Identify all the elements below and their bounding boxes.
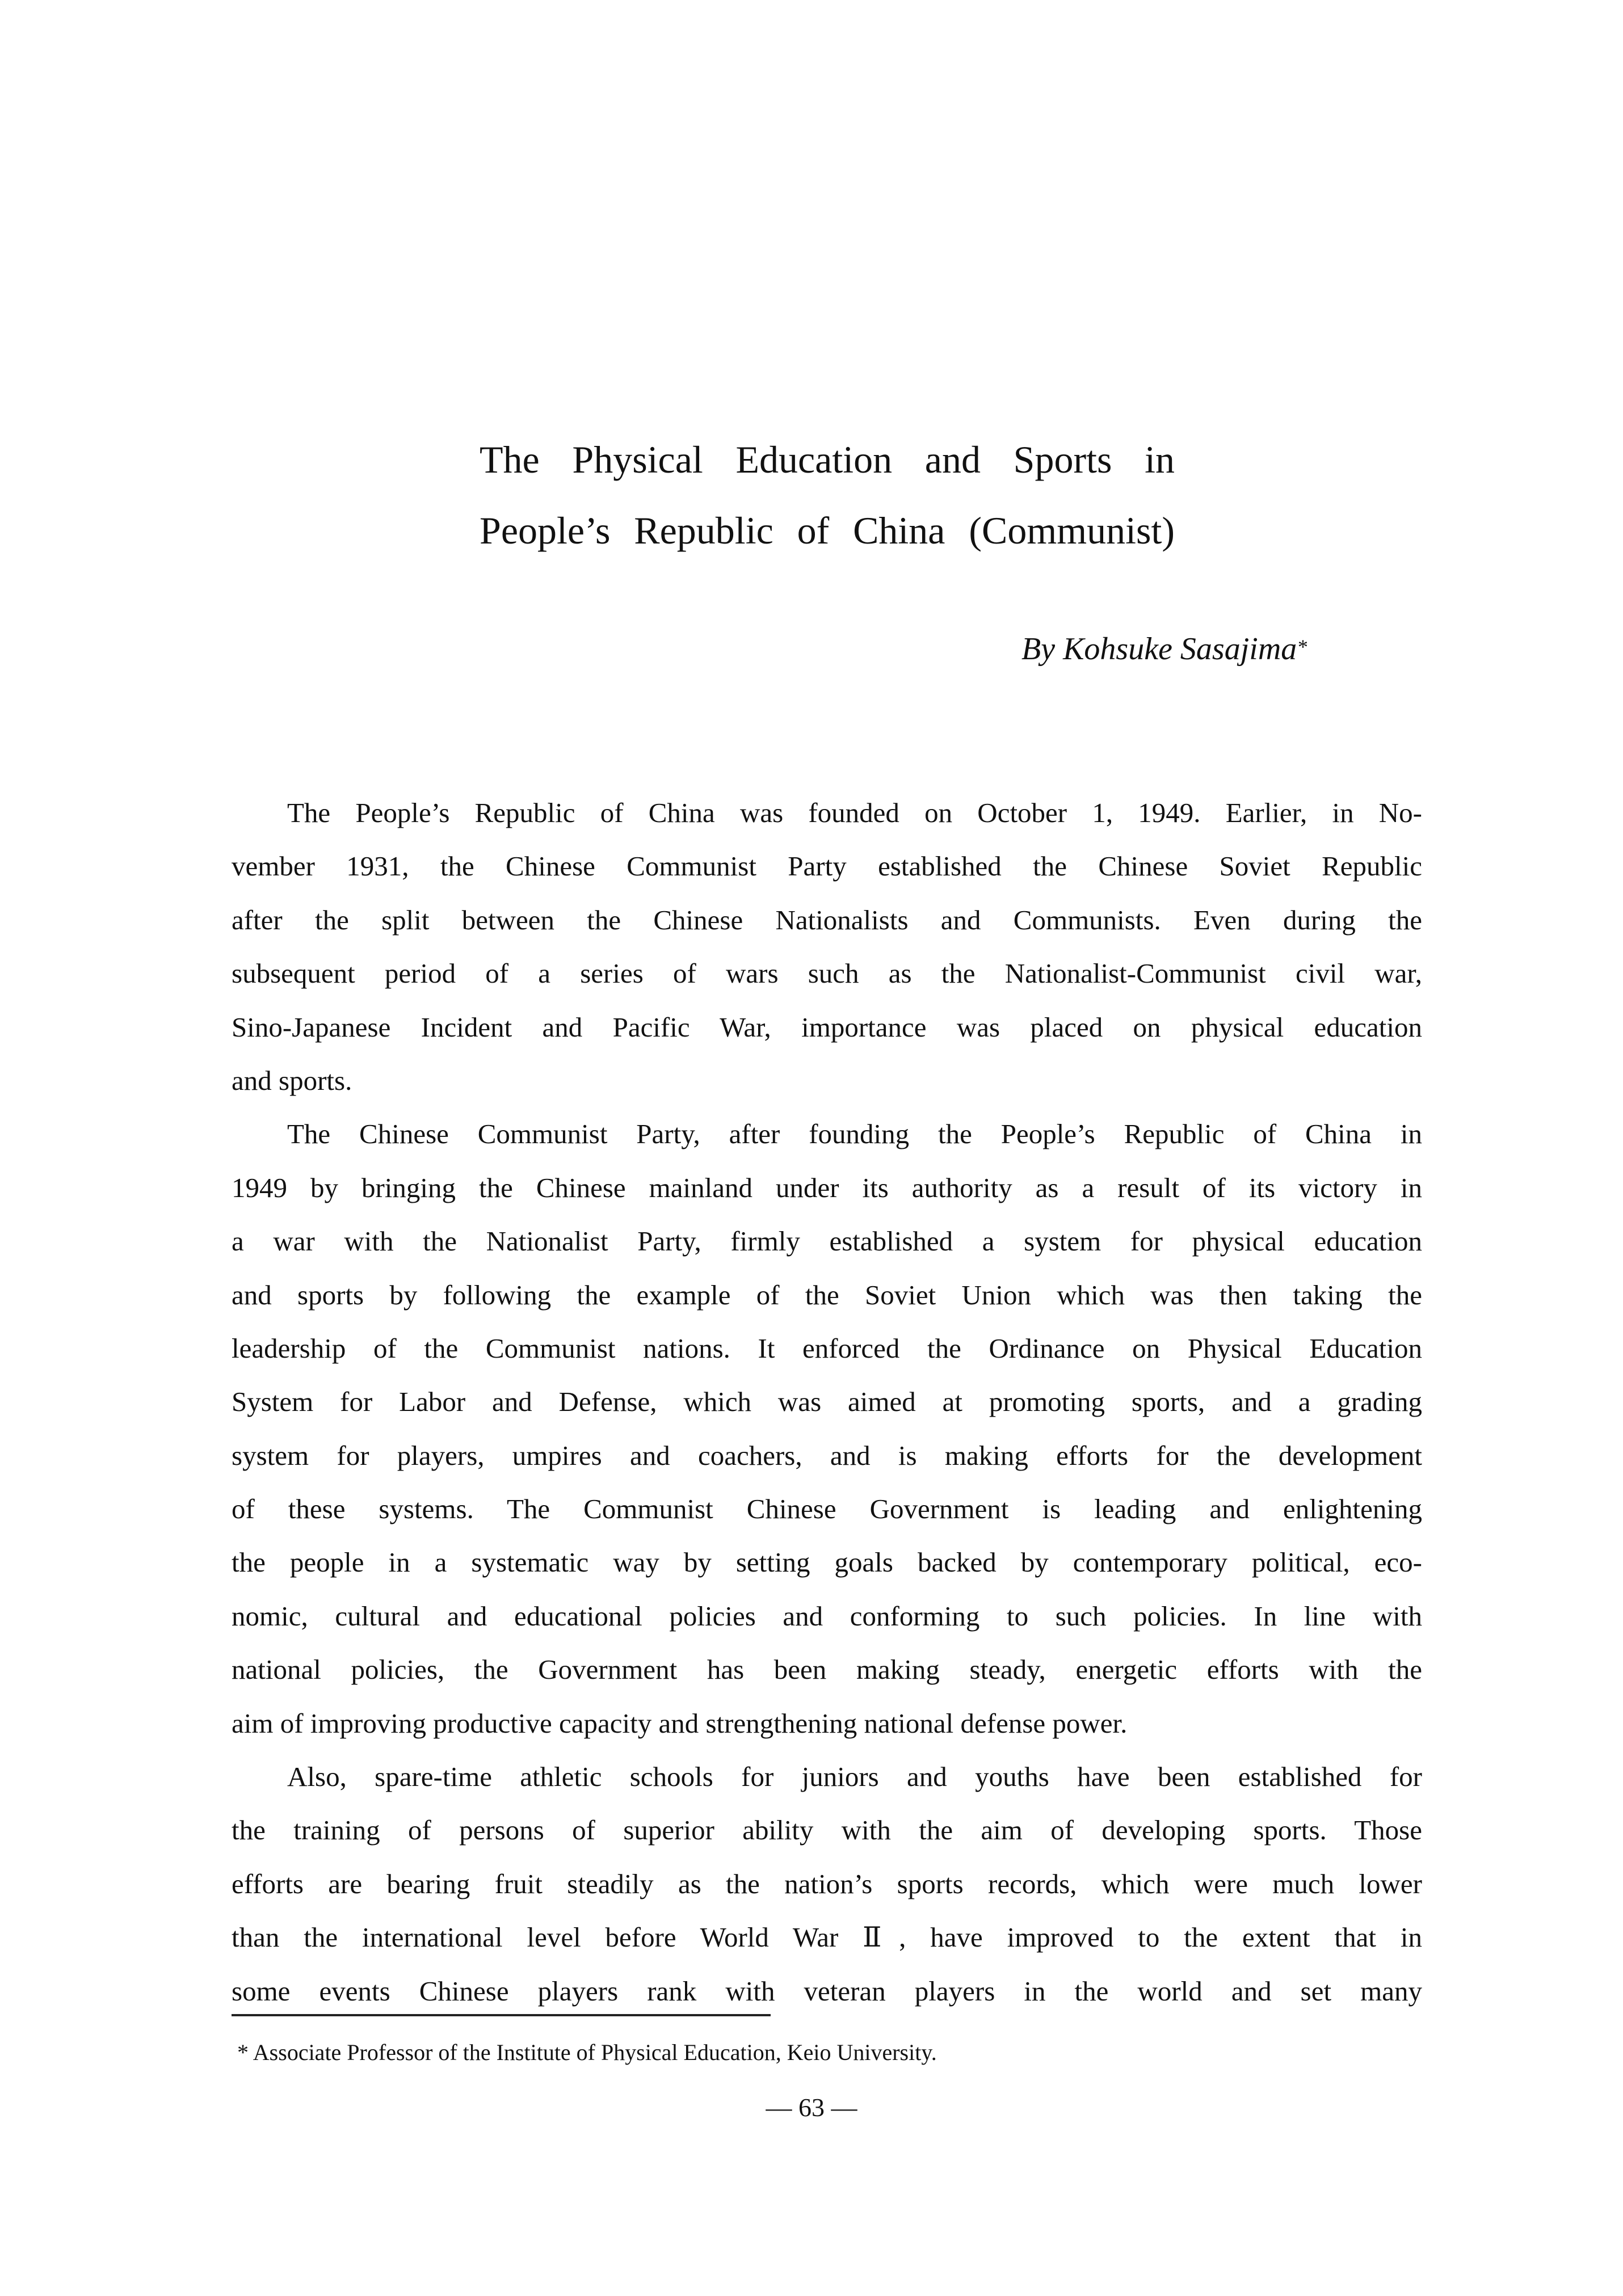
body-line: System for Labor and Defense, which was aimed at promoting sports, and a grading	[232, 1386, 1422, 1418]
body-text	[232, 786, 1422, 2018]
body-line: The Chinese Communist Party, after founding the People’s Republic of China in	[287, 1118, 1422, 1150]
title-line-1: The Physical Education and Sports in	[480, 438, 1175, 481]
footnote	[237, 2037, 937, 2068]
body-line: than the international level before World War Ⅱ, have improved to the extent that in	[232, 1922, 1422, 1953]
body-line: vember 1931, the Chinese Communist Party established the Chinese Soviet Republic	[232, 850, 1422, 882]
author-byline	[1021, 629, 1351, 669]
author-name: By Kohsuke Sasajima	[1021, 631, 1297, 667]
body-line: the training of persons of superior ability with the aim of developing sports. Those	[232, 1814, 1422, 1846]
body-line: and sports.	[232, 1064, 352, 1096]
body-line: Sino-Japanese Incident and Pacific War, importance was placed on physical education	[232, 1011, 1422, 1043]
footnote-marker: *	[237, 2040, 249, 2065]
footnote-rule	[232, 2014, 771, 2016]
body-line: of these systems. The Communist Chinese Government is leading and enlightening	[232, 1493, 1422, 1525]
body-line: Also, spare-time athletic schools for juniors and youths have been established for	[287, 1761, 1422, 1793]
body-line: subsequent period of a series of wars such as the Nationalist-Communist civil war,	[232, 958, 1422, 989]
footnote-text: Associate Professor of the Institute of Physical Education, Keio University.	[253, 2040, 937, 2065]
body-line: national policies, the Government has been making steady, energetic efforts with the	[232, 1654, 1422, 1686]
footnote-marker: *	[1297, 635, 1307, 658]
body-line: efforts are bearing fruit steadily as the nation’s sports records, which were much lower	[232, 1868, 1422, 1899]
body-line: aim of improving productive capacity and strengthening national defense power.	[232, 1707, 1128, 1739]
body-line: some events Chinese players rank with veteran players in the world and set many	[232, 1975, 1422, 2007]
body-line: after the split between the Chinese Nationalists and Communists. Even during the	[232, 904, 1422, 936]
body-line: nomic, cultural and educational policies and conforming to such policies. In line with	[232, 1600, 1422, 1632]
body-line: system for players, umpires and coachers, and is making efforts for the development	[232, 1439, 1422, 1471]
body-line: leadership of the Communist nations. It enforced the Ordinance on Physical Education	[232, 1332, 1422, 1364]
body-line: The People’s Republic of China was founded on October 1, 1949. Earlier, in No-	[287, 797, 1422, 828]
body-line: the people in a systematic way by setting goals backed by contemporary political, eco-	[232, 1547, 1422, 1578]
page-number: — 63 —	[766, 2093, 857, 2122]
body-line: and sports by following the example of the Soviet Union which was then taking the	[232, 1279, 1422, 1311]
body-line: a war with the Nationalist Party, firmly established a system for physical education	[232, 1225, 1422, 1257]
body-line: 1949 by bringing the Chinese mainland under its authority as a result of its victory in	[232, 1172, 1422, 1203]
title-line-2: People’s Republic of China (Communist)	[480, 509, 1175, 552]
